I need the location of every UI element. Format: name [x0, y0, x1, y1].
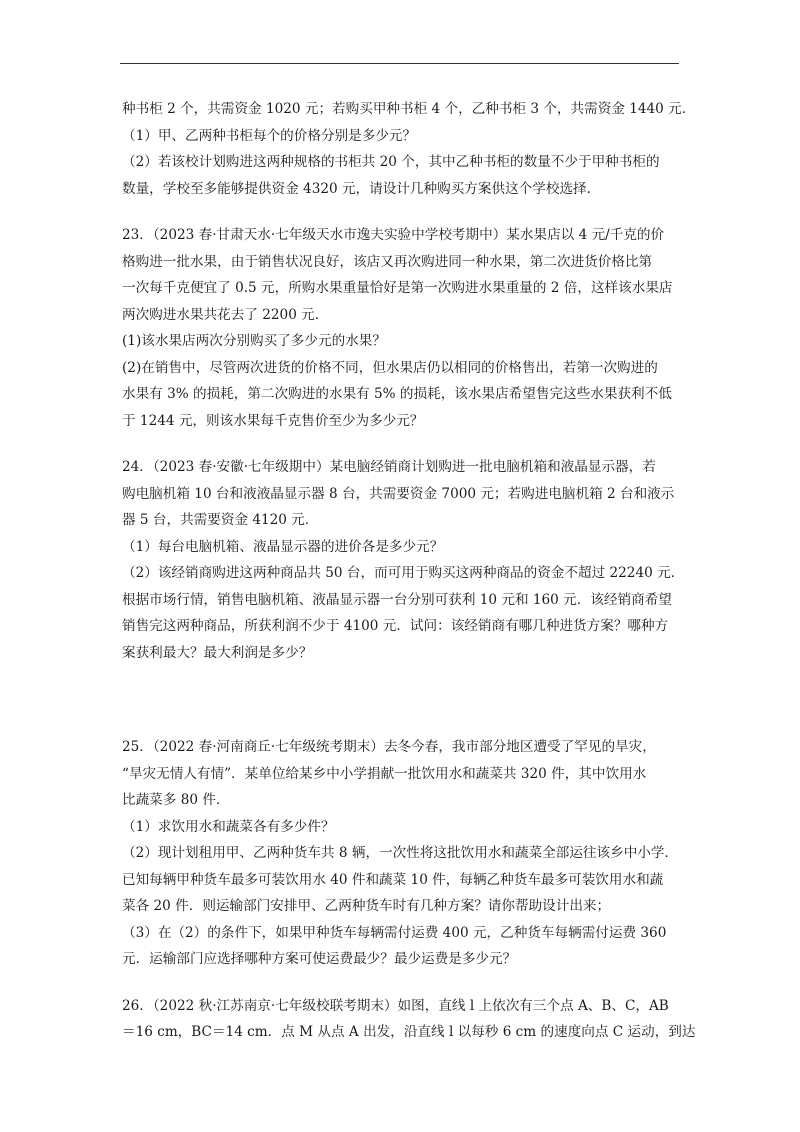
spacer — [122, 202, 682, 222]
document-page — [122, 96, 696, 1046]
text-line: 菜各 20 件．则运输部门安排甲、乙两种货车时有几种方案？请你帮助设计出来； — [122, 898, 611, 914]
text-line: 数量，学校至多能够提供资金 4320 元，请设计几种购买方案供这个学校选择． — [122, 180, 601, 197]
text-line: 销售完这两种商品，所获利润不少于 4100 元．试问：该经销商有哪几种进货方案？哪种方 — [122, 618, 669, 634]
text-line: ＝16 cm，BC＝14 cm．点 M 从点 A 出发，沿直线 l 以每秒 6 cm 的速度向点 C 运动，到达 — [122, 1024, 696, 1040]
text-line: 一次每千克便宜了 0.5 元，所购水果重量恰好是第一次购进水果重量的 2 倍，这样该水果店 — [122, 280, 673, 296]
spacer — [122, 434, 682, 454]
text-line: 根据市场行情，销售电脑机箱、液晶显示器一台分别可获利 10 元和 160 元．该经销商希望 — [122, 591, 672, 608]
text-line: 种书柜 2 个，共需资金 1020 元；若购买甲种书柜 4 个，乙种书柜 3 个，共需资金 1440 元． — [122, 101, 696, 117]
text-line: 23．（2023 春·甘肃天水·七年级天水市逸夫实验中学校考期中）某水果店以 4 元/千克的价 — [122, 227, 665, 243]
text-line: (1)该水果店两次分别购买了多少元的水果？ — [122, 333, 386, 349]
question-24 — [122, 454, 685, 666]
text-line: 比蔬菜多 80 件． — [122, 792, 230, 808]
text-line: （3）在（2）的条件下，如果甲种货车每辆需付运费 400 元，乙种货车每辆需付运费 360 — [122, 924, 667, 941]
text-line: 于 1244 元，则该水果每千克售价至少为多少元？ — [122, 412, 424, 429]
text-line: (2)在销售中，尽管两次进货的价格不同，但水果店仍以相同的价格售出，若第一次购进的 — [122, 359, 658, 376]
text-line: （1）甲、乙两种书柜每个的价格分别是多少元？ — [122, 127, 417, 144]
text-line: 两次购进水果共花去了 2200 元． — [122, 306, 329, 323]
question-22-continued — [122, 96, 696, 202]
question-23 — [122, 222, 682, 434]
text-line: （2）若该校计划购进这两种规格的书柜共 20 个，其中乙种书柜的数量不少于甲种书柜的 — [122, 154, 660, 170]
text-line: （1）求饮用水和蔬菜各有多少件？ — [122, 818, 335, 835]
header-rule — [120, 63, 679, 64]
text-line: 案获利最大？最大利润是多少？ — [122, 644, 313, 661]
text-line: 购电脑机箱 10 台和液液晶显示器 8 台，共需要资金 7000 元；若购进电脑机箱 2 台和液示 — [122, 485, 675, 502]
text-line: 格购进一批水果，由于销售状况良好，该店又再次购进同一种水果，第二次进货价格比第 — [122, 253, 653, 270]
question-25 — [122, 734, 682, 973]
spacer — [122, 973, 682, 993]
text-line: 26．（2022 秋·江苏南京·七年级校联考期末）如图，直线 l 上依次有三个点 A、B、C，AB — [122, 997, 669, 1014]
text-line: 水果有 3% 的损耗，第二次购进的水果有 5% 的损耗，该水果店希望售完这些水果获利不低 — [122, 386, 672, 402]
text-line: “旱灾无情人有情”．某单位给某乡中小学捐献一批饮用水和蔬菜共 320 件，其中饮用水 — [122, 765, 647, 782]
text-line: 25．（2022 春·河南商丘·七年级统考期末）去冬今春，我市部分地区遭受了罕见的旱灾， — [122, 739, 656, 755]
text-line: （1）每台电脑机箱、液晶显示器的进价各是多少元？ — [122, 538, 444, 555]
question-26 — [122, 993, 696, 1046]
text-line: （2）现计划租用甲、乙两种货车共 8 辆，一次性将这批饮用水和蔬菜全部运往该乡中小学． — [122, 845, 679, 861]
text-line: 器 5 台，共需要资金 4120 元． — [122, 512, 319, 528]
text-line: 元．运输部门应选择哪种方案可使运费最少？最少运费是多少元？ — [122, 951, 517, 967]
spacer — [122, 666, 682, 734]
text-line: 24．（2023 春·安徽·七年级期中）某电脑经销商计划购进一批电脑机箱和液晶显示器，若 — [122, 459, 656, 475]
text-line: （2）该经销商购进这两种商品共 50 台，而可用于购买这两种商品的资金不超过 22240 元． — [122, 565, 685, 581]
text-line: 已知每辆甲种货车最多可装饮用水 40 件和蔬菜 10 件，每辆乙种货车最多可装饮用水和蔬 — [122, 871, 664, 888]
